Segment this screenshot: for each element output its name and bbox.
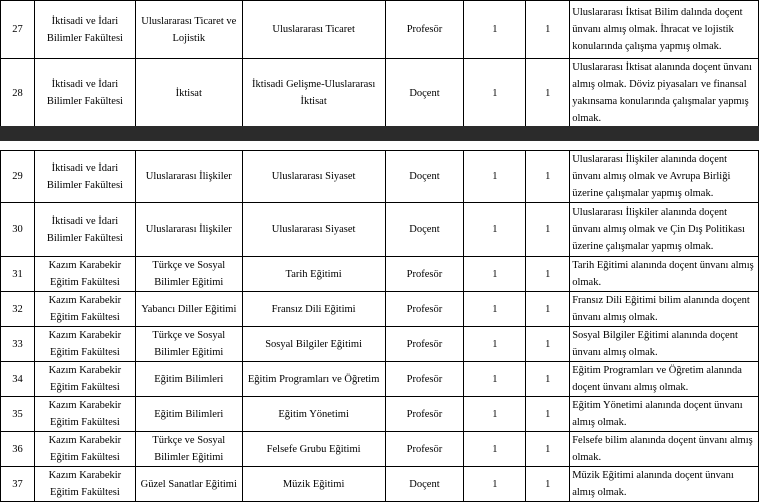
row-number-cell: 30	[1, 203, 35, 257]
table-row	[1, 257, 759, 292]
requirements-cell: Eğitim Programları ve Öğretim alanında doçent ünvanı almış olmak.	[570, 362, 759, 397]
faculty-cell: Kazım Karabekir Eğitim Fakültesi	[34, 327, 135, 362]
row-number-cell: 27	[1, 1, 35, 59]
degree-cell: 1	[526, 432, 570, 467]
title-cell: Doçent	[385, 59, 464, 128]
program-cell: Eğitim Programları ve Öğretim	[242, 362, 385, 397]
faculty-cell: İktisadi ve İdari Bilimler Fakültesi	[34, 203, 135, 257]
degree-cell: 1	[526, 327, 570, 362]
table-row	[1, 292, 759, 327]
count-cell: 1	[464, 327, 526, 362]
requirements-cell: Uluslararası İlişkiler alanında doçent ünvanı almış olmak ve Avrupa Birliği üzerine çalışmalar yapmış olmak.	[570, 151, 759, 203]
row-number-cell: 28	[1, 59, 35, 128]
requirements-cell: Eğitim Yönetimi alanında doçent ünvanı almış olmak.	[570, 397, 759, 432]
title-cell: Profesör	[385, 292, 464, 327]
row-number-cell: 33	[1, 327, 35, 362]
department-cell: Uluslararası Ticaret ve Lojistik	[135, 1, 242, 59]
degree-cell: 1	[526, 1, 570, 59]
row-number-cell: 32	[1, 292, 35, 327]
table-row	[1, 151, 759, 203]
department-cell: Uluslararası İlişkiler	[135, 151, 242, 203]
count-cell: 1	[464, 292, 526, 327]
degree-cell: 1	[526, 59, 570, 128]
faculty-cell: İktisadi ve İdari Bilimler Fakültesi	[34, 59, 135, 128]
degree-cell: 1	[526, 467, 570, 502]
title-cell: Profesör	[385, 397, 464, 432]
requirements-cell: Uluslararası İktisat Bilim dalında doçent ünvanı almış olmak. İhracat ve lojistik konularında çalışma yapmış olmak.	[570, 1, 759, 59]
department-cell: Uluslararası İlişkiler	[135, 203, 242, 257]
department-cell: Güzel Sanatlar Eğitimi	[135, 467, 242, 502]
requirements-cell: Felsefe bilim alanında doçent ünvanı almış olmak.	[570, 432, 759, 467]
department-cell: Türkçe ve Sosyal Bilimler Eğitimi	[135, 327, 242, 362]
program-cell: Uluslararası Siyaset	[242, 203, 385, 257]
faculty-cell: Kazım Karabekir Eğitim Fakültesi	[34, 432, 135, 467]
requirements-cell: Sosyal Bilgiler Eğitimi alanında doçent ünvanı almış olmak.	[570, 327, 759, 362]
program-cell: İktisadi Gelişme-Uluslararası İktisat	[242, 59, 385, 128]
row-number-cell: 29	[1, 151, 35, 203]
title-cell: Profesör	[385, 432, 464, 467]
degree-cell: 1	[526, 151, 570, 203]
count-cell: 1	[464, 59, 526, 128]
requirements-cell: Fransız Dili Eğitimi bilim alanında doçent ünvanı almış olmak.	[570, 292, 759, 327]
title-cell: Profesör	[385, 1, 464, 59]
faculty-cell: Kazım Karabekir Eğitim Fakültesi	[34, 397, 135, 432]
requirements-cell: Uluslararası İlişkiler alanında doçent ünvanı almış olmak ve Çin Dış Politikası üzerine çalışmalar yapmış olmak.	[570, 203, 759, 257]
title-cell: Profesör	[385, 362, 464, 397]
title-cell: Profesör	[385, 257, 464, 292]
degree-cell: 1	[526, 397, 570, 432]
department-cell: Yabancı Diller Eğitimi	[135, 292, 242, 327]
program-cell: Uluslararası Siyaset	[242, 151, 385, 203]
table-row	[1, 1, 759, 59]
title-cell: Profesör	[385, 327, 464, 362]
department-cell: Türkçe ve Sosyal Bilimler Eğitimi	[135, 257, 242, 292]
requirements-cell: Müzik Eğitimi alanında doçent ünvanı almış olmak.	[570, 467, 759, 502]
count-cell: 1	[464, 362, 526, 397]
program-cell: Uluslararası Ticaret	[242, 1, 385, 59]
faculty-cell: Kazım Karabekir Eğitim Fakültesi	[34, 257, 135, 292]
table-row	[1, 203, 759, 257]
row-number-cell: 35	[1, 397, 35, 432]
title-cell: Doçent	[385, 203, 464, 257]
program-cell: Felsefe Grubu Eğitimi	[242, 432, 385, 467]
program-cell: Eğitim Yönetimi	[242, 397, 385, 432]
requirements-cell: Tarih Eğitimi alanında doçent ünvanı almış olmak.	[570, 257, 759, 292]
table-row	[1, 327, 759, 362]
staff-table-top	[0, 0, 759, 128]
count-cell: 1	[464, 203, 526, 257]
table-row	[1, 397, 759, 432]
program-cell: Fransız Dili Eğitimi	[242, 292, 385, 327]
table-row	[1, 432, 759, 467]
count-cell: 1	[464, 1, 526, 59]
faculty-cell: Kazım Karabekir Eğitim Fakültesi	[34, 467, 135, 502]
faculty-cell: İktisadi ve İdari Bilimler Fakültesi	[34, 151, 135, 203]
table-row	[1, 467, 759, 502]
department-cell: İktisat	[135, 59, 242, 128]
degree-cell: 1	[526, 203, 570, 257]
row-number-cell: 37	[1, 467, 35, 502]
table-row	[1, 59, 759, 128]
count-cell: 1	[464, 397, 526, 432]
faculty-cell: İktisadi ve İdari Bilimler Fakültesi	[34, 1, 135, 59]
count-cell: 1	[464, 257, 526, 292]
faculty-cell: Kazım Karabekir Eğitim Fakültesi	[34, 362, 135, 397]
row-number-cell: 36	[1, 432, 35, 467]
department-cell: Türkçe ve Sosyal Bilimler Eğitimi	[135, 432, 242, 467]
row-number-cell: 31	[1, 257, 35, 292]
count-cell: 1	[464, 467, 526, 502]
page-separator	[0, 126, 759, 141]
faculty-cell: Kazım Karabekir Eğitim Fakültesi	[34, 292, 135, 327]
title-cell: Doçent	[385, 467, 464, 502]
program-cell: Tarih Eğitimi	[242, 257, 385, 292]
count-cell: 1	[464, 432, 526, 467]
count-cell: 1	[464, 151, 526, 203]
department-cell: Eğitim Bilimleri	[135, 397, 242, 432]
program-cell: Sosyal Bilgiler Eğitimi	[242, 327, 385, 362]
title-cell: Doçent	[385, 151, 464, 203]
department-cell: Eğitim Bilimleri	[135, 362, 242, 397]
staff-table-bottom	[0, 150, 759, 502]
program-cell: Müzik Eğitimi	[242, 467, 385, 502]
degree-cell: 1	[526, 257, 570, 292]
degree-cell: 1	[526, 292, 570, 327]
degree-cell: 1	[526, 362, 570, 397]
row-number-cell: 34	[1, 362, 35, 397]
table-row	[1, 362, 759, 397]
requirements-cell: Uluslararası İktisat alanında doçent ünvanı almış olmak. Döviz piyasaları ve finansal yakınsama konularında çalışmalar yapmış olmak.	[570, 59, 759, 128]
